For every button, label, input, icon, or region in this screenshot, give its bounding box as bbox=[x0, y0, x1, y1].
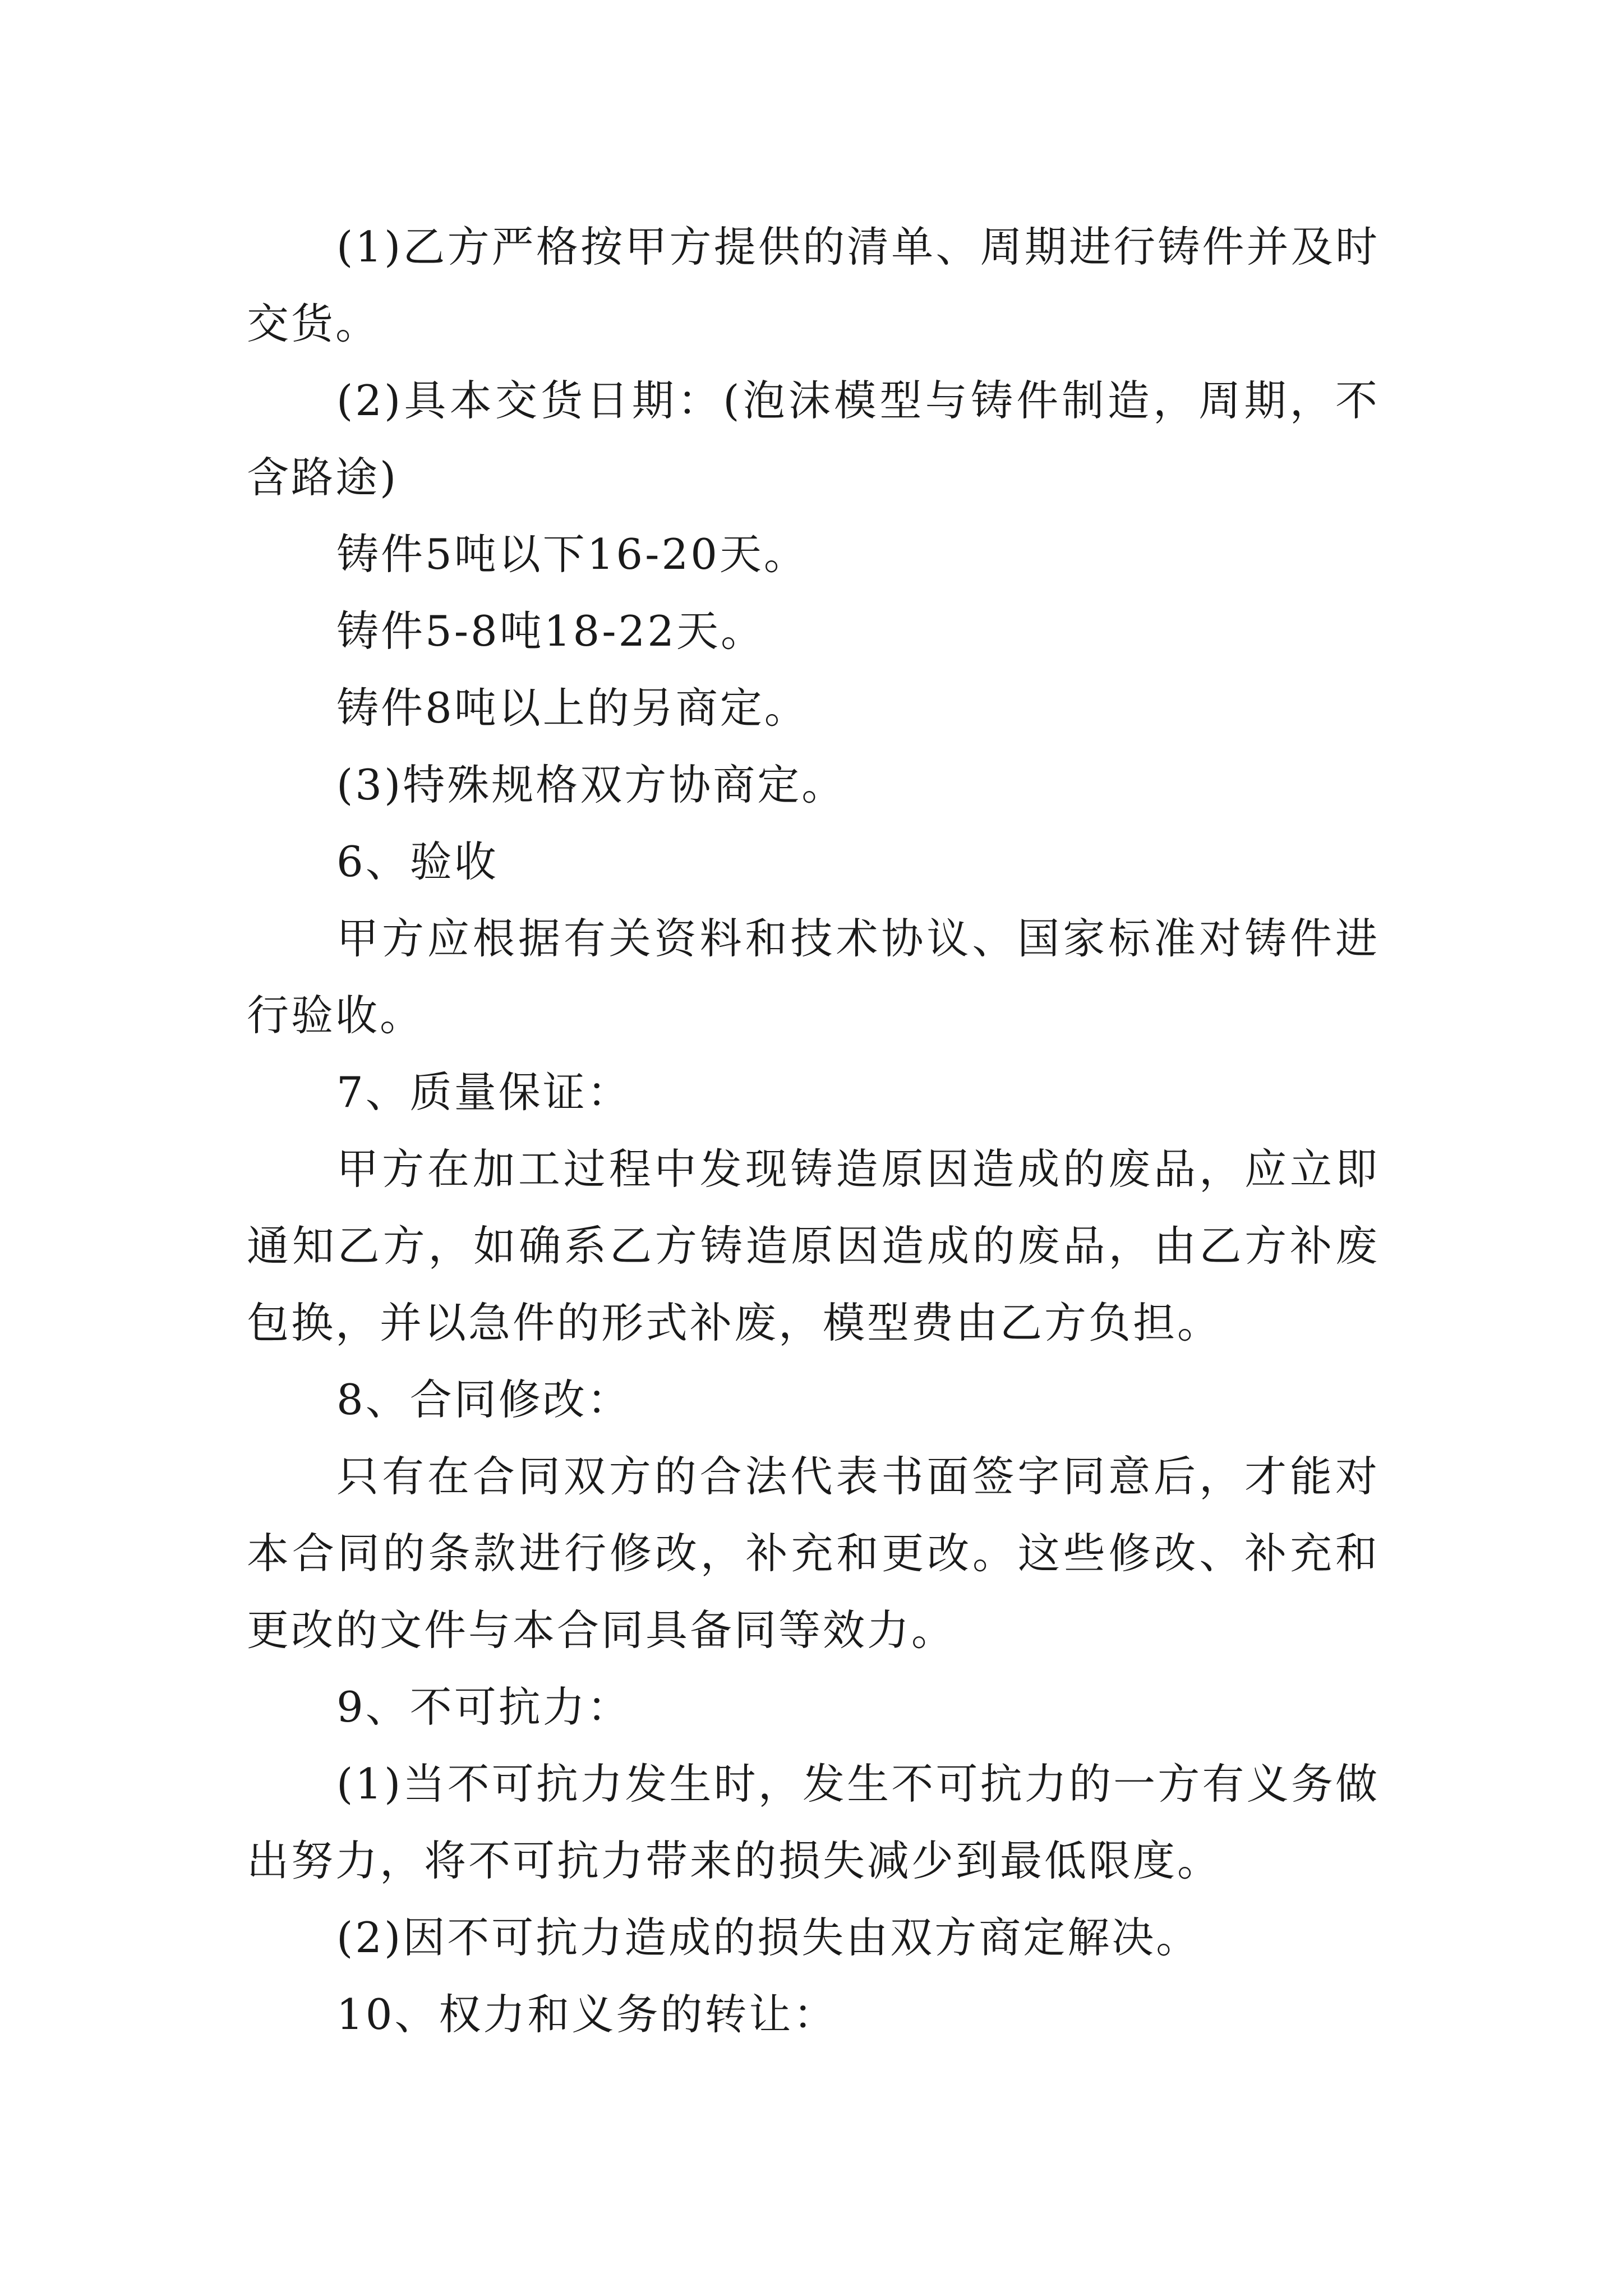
document-body bbox=[247, 209, 1380, 2053]
paragraph-special-specs: (3)特殊规格双方协商定。 bbox=[336, 760, 846, 809]
paragraph-delivery-5-8t: 铸件5-8吨18-22天。 bbox=[336, 606, 765, 656]
paragraph-force-majeure-2: (2)因不可抗力造成的损失由双方商定解决。 bbox=[336, 1913, 1201, 1962]
paragraph-delivery-dates: (2)具本交货日期：(泡沫模型与铸件制造，周期，不含路途) bbox=[247, 376, 1380, 502]
section-heading-quality: 7、质量保证： bbox=[336, 1068, 631, 1117]
section-heading-acceptance: 6、验收 bbox=[336, 837, 499, 886]
paragraph-acceptance: 甲方应根据有关资料和技术协议、国家标准对铸件进行验收。 bbox=[247, 914, 1380, 1040]
section-heading-transfer: 10、权力和义务的转让： bbox=[336, 1990, 838, 2039]
paragraph-delivery-under-5t: 铸件5吨以下16-20天。 bbox=[336, 530, 808, 579]
paragraph-delivery-schedule: (1)乙方严格按甲方提供的清单、周期进行铸件并及时交货。 bbox=[247, 222, 1380, 348]
paragraph-delivery-over-8t: 铸件8吨以上的另商定。 bbox=[336, 683, 809, 733]
paragraph-amendment: 只有在合同双方的合法代表书面签字同意后，才能对本合同的条款进行修改，补充和更改。这些修改、补充和更改的文件与本合同具备同等效力。 bbox=[247, 1452, 1380, 1655]
paragraph-quality: 甲方在加工过程中发现铸造原因造成的废品，应立即通知乙方，如确系乙方铸造原因造成的废品，由乙方补废包换，并以急件的形式补废，模型费由乙方负担。 bbox=[247, 1144, 1380, 1347]
section-heading-force-majeure: 9、不可抗力： bbox=[336, 1682, 631, 1732]
section-heading-amendment: 8、合同修改： bbox=[336, 1375, 631, 1424]
paragraph-force-majeure-1: (1)当不可抗力发生时，发生不可抗力的一方有义务做出努力，将不可抗力带来的损失减少到最低限度。 bbox=[247, 1759, 1380, 1885]
